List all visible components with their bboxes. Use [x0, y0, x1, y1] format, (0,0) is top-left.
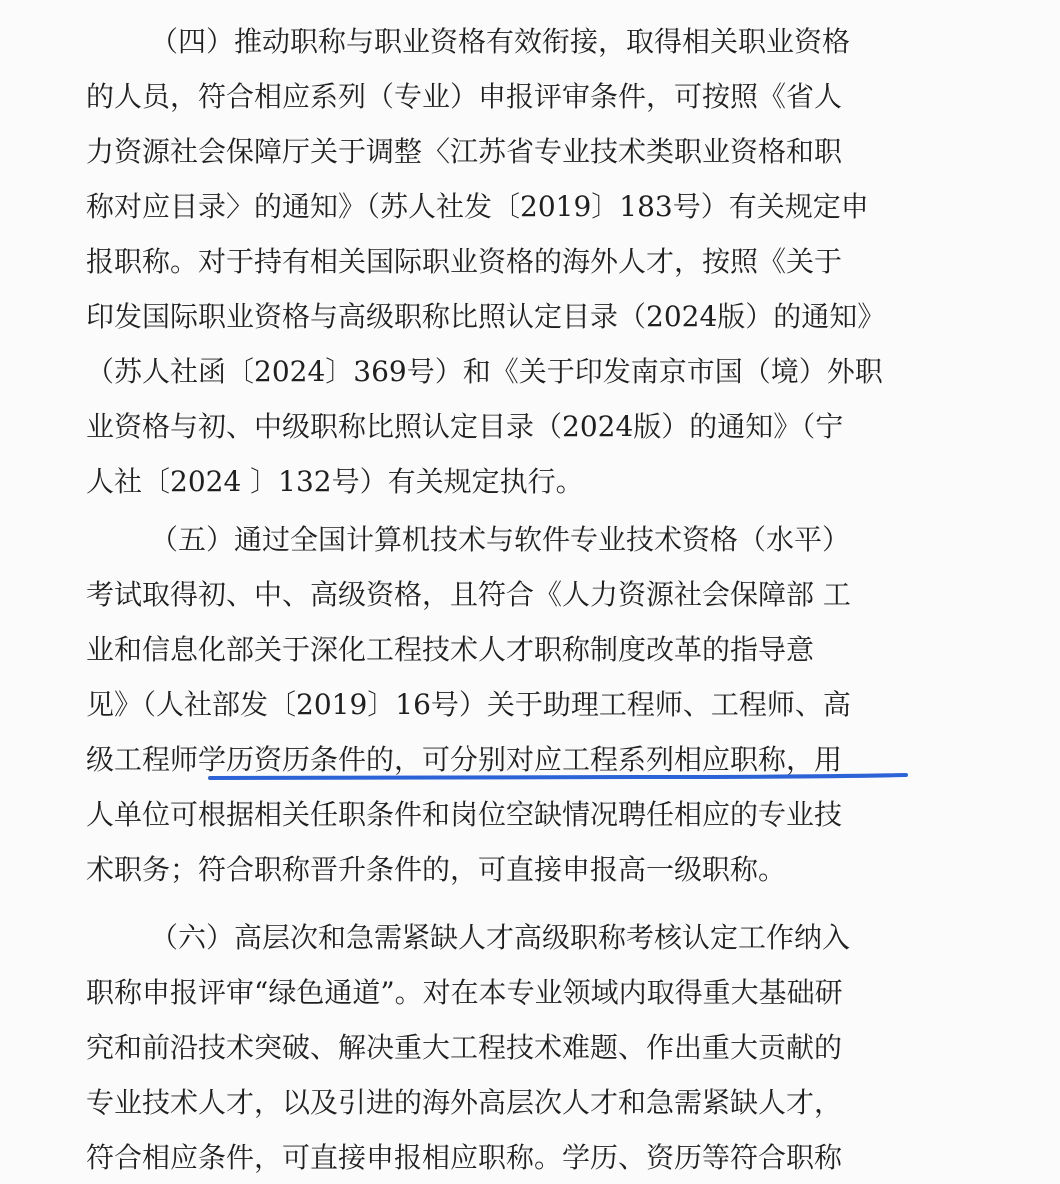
line-text: 力资源社会保障厅关于调整〈江苏省专业技术类职业资格和职 [86, 135, 843, 168]
text-line [0, 965, 1060, 1021]
line-text: 报职称。对于持有相关国际职业资格的海外人才，按照《关于 [86, 245, 843, 278]
line-text: 印发国际职业资格与高级职称比照认定目录（2024版）的通知》 [86, 300, 886, 333]
text-line [0, 1020, 1060, 1076]
line-text: 人社〔2024 〕132号）有关规定执行。 [86, 465, 584, 498]
line-text: 究和前沿技术突破、解决重大工程技术难题、作出重大贡献的 [86, 1031, 843, 1064]
text-line [0, 14, 1060, 70]
line-text: 级工程师学历资历条件的，可分别对应工程系列相应职称，用 [86, 743, 843, 776]
text-line [0, 910, 1060, 966]
paragraph-4 [0, 14, 1060, 514]
line-text: 职称申报评审“绿色通道”。对在本专业领域内取得重大基础研 [86, 976, 843, 1009]
text-line [0, 69, 1060, 125]
paragraph-5 [0, 512, 1060, 902]
line-text: 考试取得初、中、高级资格，且符合《人力资源社会保障部 工 [86, 578, 851, 611]
text-line [0, 842, 1060, 898]
line-text: 专业技术人才，以及引进的海外高层次人才和急需紧缺人才， [86, 1086, 843, 1119]
text-line [0, 234, 1060, 290]
text-line [0, 1130, 1060, 1184]
text-line [0, 1075, 1060, 1131]
line-text: 见》（人社部发〔2019〕16号）关于助理工程师、工程师、高 [86, 688, 851, 721]
text-line [0, 677, 1060, 733]
line-text: 符合相应条件，可直接申报相应职称。学历、资历等符合职称 [86, 1141, 843, 1174]
underline-stroke-path [210, 775, 906, 778]
line-text: 业资格与初、中级职称比照认定目录（2024版）的通知》（宁 [86, 410, 844, 443]
text-line [0, 512, 1060, 568]
paragraph-6 [0, 910, 1060, 1184]
line-text: （苏人社函〔2024〕369号）和《关于印发南京市国（境）外职 [86, 355, 883, 388]
text-line [0, 179, 1060, 235]
line-text: 术职务；符合职称晋升条件的，可直接申报高一级职称。 [86, 853, 787, 886]
text-line [0, 787, 1060, 843]
text-line [0, 567, 1060, 623]
line-text: 人单位可根据相关任职条件和岗位空缺情况聘任相应的专业技 [86, 798, 843, 831]
text-line [0, 289, 1060, 345]
line-text: 称对应目录〉的通知》（苏人社发〔2019〕183号）有关规定申 [86, 190, 869, 223]
text-line [0, 344, 1060, 400]
line-text: 的人员，符合相应系列（专业）申报评审条件，可按照《省人 [86, 80, 843, 113]
line-text: 业和信息化部关于深化工程技术人才职称制度改革的指导意 [86, 633, 815, 666]
text-line [0, 399, 1060, 455]
line-text: （六）高层次和急需紧缺人才高级职称考核认定工作纳入 [150, 921, 851, 954]
underline-annotation [208, 772, 908, 782]
text-line [0, 622, 1060, 678]
line-text: （五）通过全国计算机技术与软件专业技术资格（水平） [150, 523, 851, 556]
text-line [0, 124, 1060, 180]
text-line [0, 454, 1060, 510]
line-text: （四）推动职称与职业资格有效衔接，取得相关职业资格 [150, 25, 851, 58]
